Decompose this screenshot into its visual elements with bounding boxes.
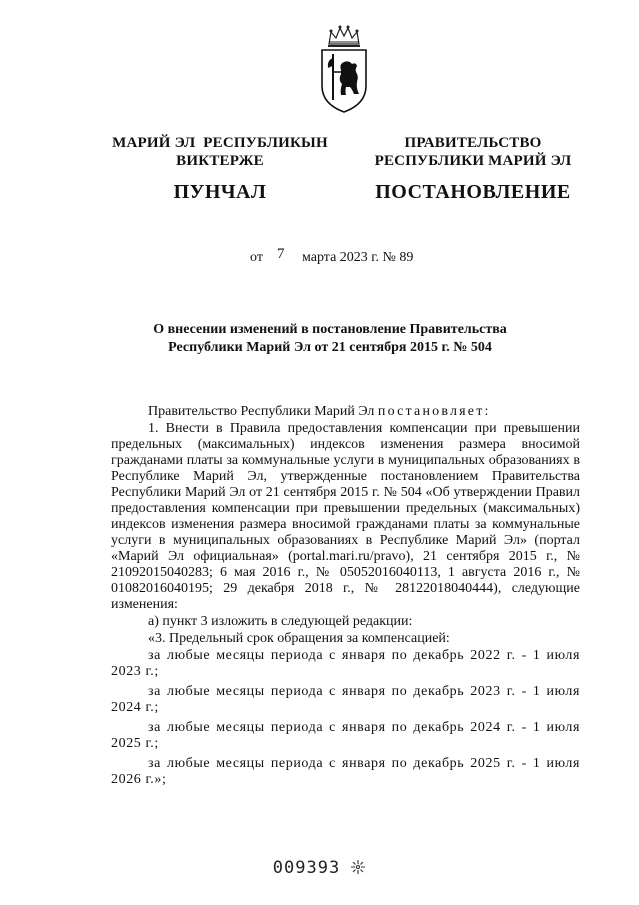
header-right-line2: РЕСПУБЛИКИ МАРИЙ ЭЛ <box>374 153 572 169</box>
header-left-line2: ВИКТЕРЖЕ <box>176 153 264 169</box>
header-right <box>358 134 588 205</box>
title-line2: Республики Марий Эл от 21 сентября 2015 г. № 504 <box>168 340 492 355</box>
document-body <box>111 404 580 788</box>
preamble-verb: постановляет: <box>377 404 491 419</box>
date-prefix: от <box>250 250 263 265</box>
header-left <box>100 134 340 205</box>
serial-number: 009393 <box>272 858 341 878</box>
header-left-doc-type: ПУНЧАЛ <box>173 181 267 203</box>
date-rest: марта 2023 г. № 89 <box>302 250 414 265</box>
preamble <box>111 404 580 420</box>
header-left-line1: МАРИЙ ЭЛ РЕСПУБЛИКЫН <box>112 135 328 151</box>
period-item: за любые месяцы периода с января по декабрь 2022 г. - 1 июля 2023 г.; <box>111 648 580 679</box>
period-item: за любые месяцы периода с января по декабрь 2024 г. - 1 июля 2025 г.; <box>111 720 580 751</box>
header-right-doc-type: ПОСТАНОВЛЕНИЕ <box>375 181 571 203</box>
period-item: за любые месяцы периода с января по декабрь 2025 г. - 1 июля 2026 г.»; <box>111 756 580 787</box>
coat-of-arms-icon <box>319 24 369 114</box>
period-item: за любые месяцы периода с января по декабрь 2023 г. - 1 июля 2024 г.; <box>111 684 580 715</box>
date-day: 7 <box>277 246 285 262</box>
title-line1: О внесении изменений в постановление Правительства <box>153 322 507 337</box>
document-title <box>110 321 550 357</box>
flower-ornament-icon <box>350 859 366 875</box>
header-right-line1: ПРАВИТЕЛЬСТВО <box>404 135 542 151</box>
preamble-start: Правительство Республики Марий Эл <box>148 404 375 419</box>
item-1: 1. Внести в Правила предоставления компенсации при превышении предельных (максимальных) индексов изменения размера вносимой гражданами платы за коммунальные услуги в муниципальных образованиях в Республике Марий Эл, утвержденные постановлением Правительства Республики Марий Эл от 21 сентября 2015 г. № 504 «Об утверждении Правил предоставления компенсации при превышении предельных (максимальных) индексов изменения размера вносимой гражданами платы за коммунальные услуги в муниципальных образованиях в Республике Марий Эл» (портал «Марий Эл официальная» (portal.mari.ru/pravo), 21 сентября 2015 г., № 21092015040283; 6 мая 2016 г., № 05052016040113, 1 августа 2016 г., № 01082016040195; 29 декабря 2018 г., № 28122018040444), следующие изменения: <box>111 421 580 612</box>
point-3: «3. Предельный срок обращения за компенсацией: <box>148 631 450 646</box>
footer <box>0 858 639 878</box>
sub-item-a: а) пункт 3 изложить в следующей редакции: <box>148 614 413 629</box>
